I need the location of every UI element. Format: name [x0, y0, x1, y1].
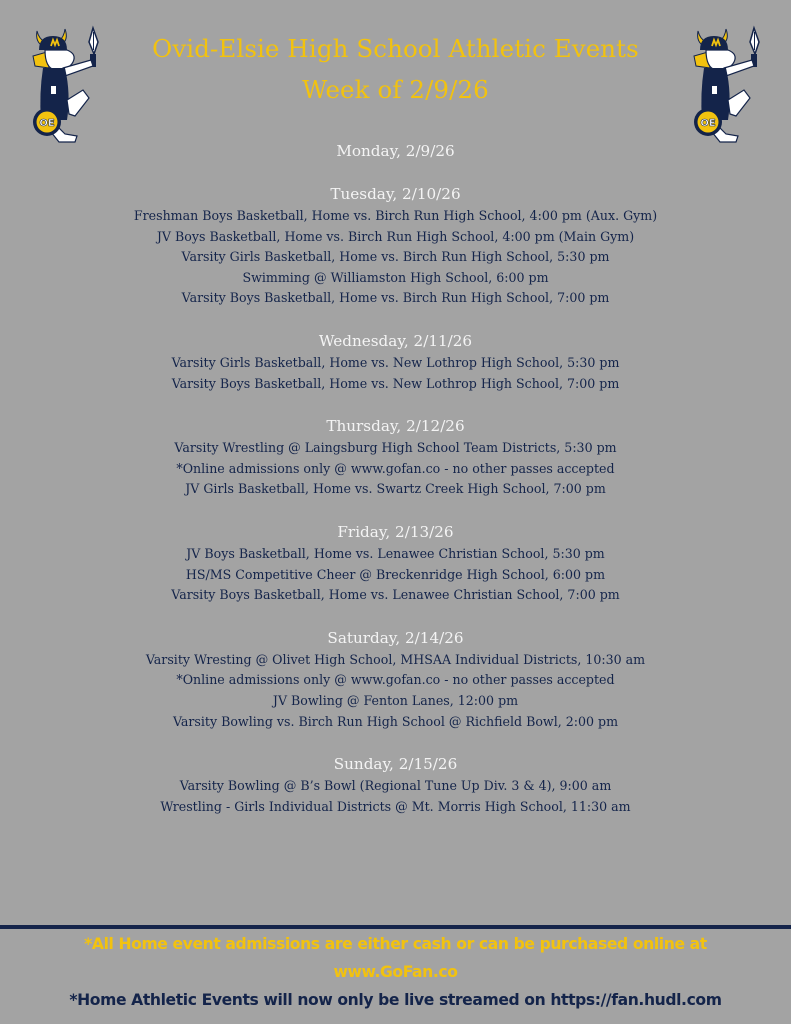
- event-item: JV Boys Basketball, Home vs. Lenawee Christian School, 5:30 pm: [186, 545, 605, 561]
- day-heading: Saturday, 2/14/26: [327, 628, 464, 647]
- event-item: Wrestling - Girls Individual Districts @ Mt. Morris High School, 11:30 am: [160, 798, 631, 814]
- footer-notes: [0, 930, 791, 1014]
- event-item: JV Bowling @ Fenton Lanes, 12:00 pm: [272, 692, 519, 708]
- event-item: Varsity Bowling @ B’s Bowl (Regional Tune Up Div. 3 & 4), 9:00 am: [179, 778, 612, 794]
- day-block: [0, 753, 791, 817]
- event-item: Varsity Girls Basketball, Home vs. New Lothrop High School, 5:30 pm: [171, 354, 620, 370]
- day-block: [0, 183, 791, 309]
- event-item: HS/MS Competitive Cheer @ Breckenridge High School, 6:00 pm: [185, 566, 606, 582]
- event-item: JV Girls Basketball, Home vs. Swartz Creek High School, 7:00 pm: [185, 481, 606, 497]
- event-item: Varsity Wresting @ Olivet High School, MHSAA Individual Districts, 10:30 am: [145, 651, 646, 667]
- svg-text:OE: OE: [700, 118, 716, 129]
- event-item: Swimming @ Williamston High School, 6:00 pm: [242, 269, 549, 285]
- title-line-week: Week of 2/9/26: [302, 75, 489, 104]
- event-item: Varsity Boys Basketball, Home vs. Lenawee Christian School, 7:00 pm: [171, 587, 620, 603]
- event-item: Varsity Girls Basketball, Home vs. Birch Run High School, 5:30 pm: [181, 249, 610, 265]
- day-block: [0, 330, 791, 394]
- livestream-note: *Home Athletic Events will now only be live streamed on https://fan.hudl.com: [69, 991, 722, 1009]
- event-item: Varsity Boys Basketball, Home vs. New Lothrop High School, 7:00 pm: [171, 375, 620, 391]
- admissions-note: *All Home event admissions are either cash or can be purchased online at: [84, 935, 707, 953]
- gofan-link[interactable]: www.GoFan.co: [333, 963, 458, 981]
- event-item: JV Boys Basketball, Home vs. Birch Run High School, 4:00 pm (Main Gym): [156, 228, 635, 244]
- day-heading: Tuesday, 2/10/26: [330, 185, 461, 203]
- day-block: [0, 140, 791, 162]
- page-title: [0, 28, 791, 110]
- day-heading: Monday, 2/9/26: [336, 142, 455, 160]
- day-block: [0, 521, 791, 606]
- day-heading: Friday, 2/13/26: [337, 522, 454, 541]
- event-item: Varsity Bowling vs. Birch Run High School @ Richfield Bowl, 2:00 pm: [172, 713, 619, 729]
- day-heading: Thursday, 2/12/26: [326, 417, 465, 436]
- event-item: *Online admissions only @ www.gofan.co - no other passes accepted: [176, 460, 615, 476]
- event-item: Varsity Wrestling @ Laingsburg High School Team Districts, 5:30 pm: [174, 440, 617, 456]
- footer-divider: [0, 925, 791, 929]
- day-heading: Wednesday, 2/11/26: [318, 331, 473, 350]
- weekly-schedule: [0, 140, 791, 838]
- day-block: [0, 415, 791, 500]
- event-item: Varsity Boys Basketball, Home vs. Birch Run High School, 7:00 pm: [181, 290, 610, 306]
- title-line-school: Ovid-Elsie High School Athletic Events: [152, 34, 639, 63]
- svg-text:OE: OE: [39, 118, 55, 129]
- day-block: [0, 627, 791, 732]
- day-heading: Sunday, 2/15/26: [333, 755, 458, 774]
- event-item: Freshman Boys Basketball, Home vs. Birch Run High School, 4:00 pm (Aux. Gym): [133, 208, 658, 223]
- event-item: *Online admissions only @ www.gofan.co - no other passes accepted: [176, 672, 615, 688]
